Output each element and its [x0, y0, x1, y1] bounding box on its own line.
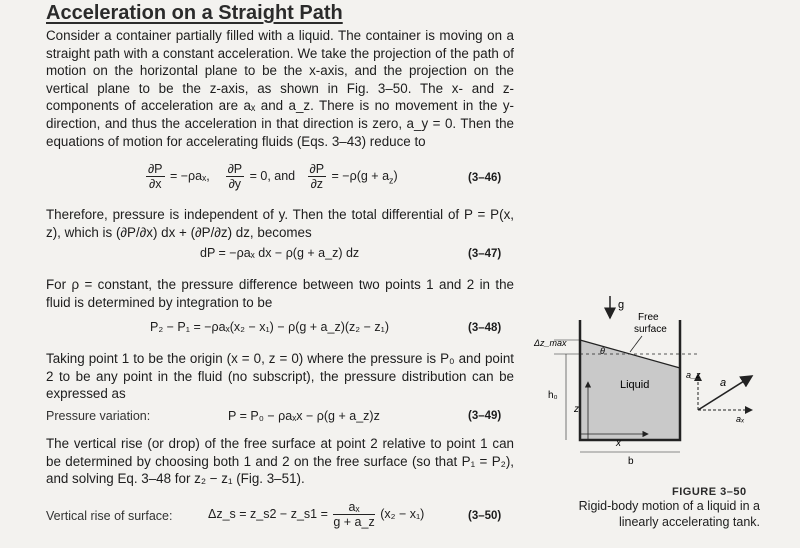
theta-label: θ	[600, 346, 605, 356]
equation-number-3-48: (3–48)	[468, 322, 502, 334]
dzmax-label: Δz_max	[534, 338, 567, 348]
az-label: a_z	[686, 370, 701, 380]
liquid-label: Liquid	[620, 379, 650, 391]
equation-number-3-47: (3–47)	[468, 248, 502, 260]
a-label: a	[720, 377, 727, 389]
h0-label: h₀	[548, 390, 558, 401]
free-label: Free	[638, 312, 659, 323]
equation-3-50-numerator: aₓ	[333, 500, 374, 515]
figure-caption-text: Rigid-body motion of a liquid in a linearly accelerating tank.	[578, 499, 760, 529]
tank-figure	[530, 290, 790, 490]
gravity-label: g	[618, 299, 625, 311]
equation-3-46: $\frac{\partial P}{\partial x}$ = −ρaₓ, $\frac{\partial P}{\partial y}$ = 0, and $\frac{\partial P}{\partial z}$ = $-\rho(g + a_z)$	[148, 162, 398, 191]
surface-label: surface	[634, 324, 667, 335]
equation-3-50-denominator: g + a_z	[333, 515, 375, 529]
equation-3-47: dP = −ρaₓ dx − ρ(g + a_z) dz	[200, 246, 360, 260]
paragraph-pressure-difference: For ρ = constant, the pressure difference between two points 1 and 2 in the fluid is determined by integration to be	[46, 277, 514, 310]
paragraph-origin: Taking point 1 to be the origin (x = 0, z = 0) where the pressure is P₀ and point 2 to be any point in the fluid (no subscript), the pressure distribution can be expressed as	[46, 351, 514, 402]
equation-3-46-middle: = 0, and	[249, 168, 296, 183]
equation-3-50-lhs: Δz_s = z_s2 − z_s1 =	[208, 506, 328, 521]
b-label: b	[628, 456, 634, 467]
equation-3-49: P = P₀ − ρaₓx − ρ(g + a_z)z	[228, 409, 380, 423]
equation-3-50-rhs: (x₂ − x₁)	[380, 506, 425, 521]
equation-number-3-50: (3–50)	[468, 510, 502, 522]
paragraph-total-differential: Therefore, pressure is independent of y. Then the total differential of P = P(x, z), which is (∂P/∂x) dx + (∂P/∂z) dz, becomes	[46, 207, 514, 240]
ax-label: aₓ	[736, 414, 745, 424]
figure-caption-heading: FIGURE 3–50	[672, 486, 747, 498]
paragraph-intro: Consider a container partially filled with a liquid. The container is moving on a straight path with a constant acceleration. We take the projection of the path of motion on the horizontal plane to be the x-axis, and the projection on the vertical plane to be the z-axis, as shown in Fig. 3–50. The x- and z-components of acceleration are aₓ and a_z. There is no movement in the y-direction, and thus the acceleration in that direction is zero, a_y = 0. Then the equations of motion for accelerating fluids (Eqs. 3–43) reduce to	[46, 28, 514, 149]
equation-number-3-49: (3–49)	[468, 410, 502, 422]
z-label: z	[574, 404, 579, 415]
equation-3-48: P₂ − P₁ = −ρaₓ(x₂ − x₁) − ρ(g + a_z)(z₂ − z₁)	[150, 320, 390, 334]
pressure-variation-label: Pressure variation:	[46, 409, 151, 423]
equation-number-3-46: (3–46)	[468, 172, 502, 184]
equation-3-50	[208, 500, 424, 529]
vertical-rise-label: Vertical rise of surface:	[46, 509, 173, 523]
free-surface-pointer	[630, 336, 642, 352]
x-label: x	[616, 438, 621, 449]
section-heading: Acceleration on a Straight Path	[46, 2, 343, 24]
paragraph-vertical-rise: The vertical rise (or drop) of the free surface at point 2 relative to point 1 can be determined by choosing both 1 and 2 on the free surface (so that P₁ = P₂), and solving Eq. 3–48 for z₂ − z₁ (Fig. 3–51).	[46, 436, 514, 487]
